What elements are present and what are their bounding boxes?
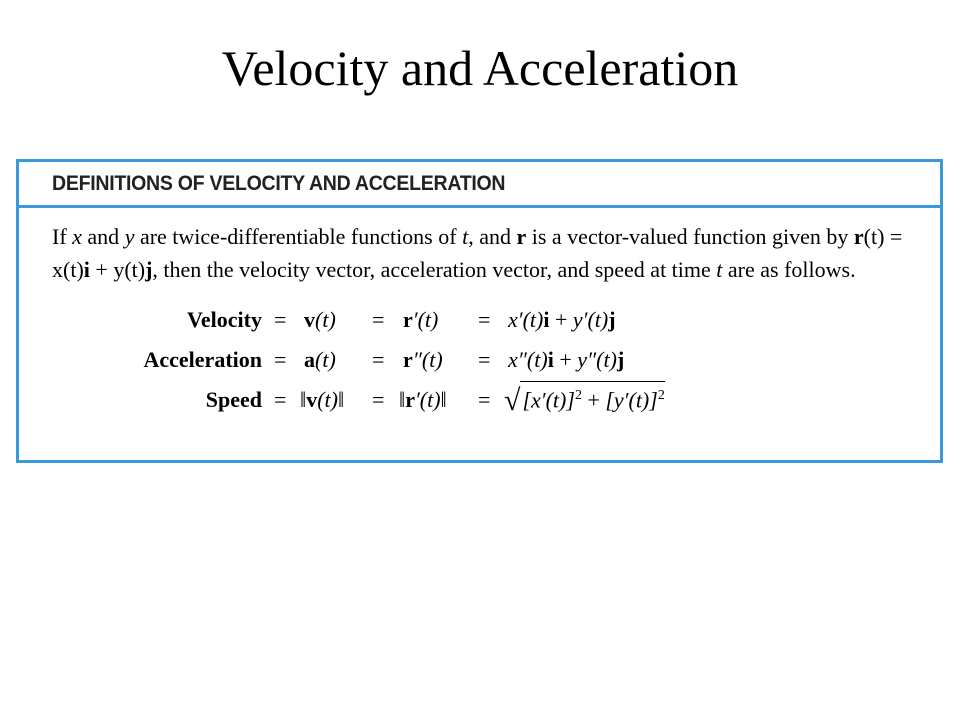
equals-sign: = bbox=[478, 307, 491, 332]
equals-sign: = bbox=[372, 307, 385, 332]
intro-var-t: t bbox=[462, 224, 469, 249]
equation-row-speed bbox=[52, 380, 902, 420]
intro-text: , and bbox=[468, 224, 517, 249]
equals-sign: = bbox=[478, 347, 491, 372]
equals-sign: = bbox=[372, 387, 385, 412]
intro-text: = bbox=[884, 224, 903, 249]
acceleration-lhs: a(t) bbox=[304, 347, 336, 372]
intro-text: are twice-differentiable functions of bbox=[134, 224, 463, 249]
intro-var-x: x bbox=[72, 224, 82, 249]
speed-lhs: ‖v(t)‖ bbox=[300, 387, 345, 412]
velocity-rhs: x′(t)i + y′(t)j bbox=[508, 307, 616, 332]
velocity-mid: r′(t) bbox=[403, 307, 439, 332]
equation-label: Velocity bbox=[187, 307, 262, 332]
intro-var-j: j bbox=[145, 257, 153, 282]
definition-header bbox=[19, 162, 940, 208]
equation-row-acceleration bbox=[52, 340, 902, 380]
intro-text: are as follows. bbox=[722, 257, 856, 282]
equals-sign: = bbox=[274, 387, 287, 412]
equals-sign: = bbox=[274, 347, 287, 372]
intro-var-t: t bbox=[716, 257, 723, 282]
definition-box bbox=[16, 159, 943, 463]
intro-text: y(t) bbox=[113, 257, 146, 282]
slide-title: Velocity and Acceleration bbox=[221, 40, 739, 96]
intro-text: (t) bbox=[863, 224, 885, 249]
equals-sign: = bbox=[372, 347, 385, 372]
definition-intro bbox=[52, 220, 916, 286]
radicand: $[x'(t)]^2 + [y'(t)]^2$ bbox=[520, 381, 664, 414]
intro-var-r: r bbox=[516, 224, 527, 249]
equation-block bbox=[52, 300, 916, 430]
intro-var-y: y bbox=[124, 224, 135, 249]
definition-header-text: DEFINITIONS OF VELOCITY AND ACCELERATION bbox=[52, 171, 506, 195]
intro-var-i: i bbox=[83, 257, 90, 282]
intro-text: + bbox=[89, 257, 114, 282]
acceleration-rhs: x″(t)i + y″(t)j bbox=[508, 347, 625, 372]
intro-text: is a vector-valued function given by bbox=[526, 224, 854, 249]
intro-text: and bbox=[81, 224, 125, 249]
speed-rhs bbox=[504, 380, 665, 421]
equation-label: Acceleration bbox=[143, 347, 262, 372]
intro-text: x(t) bbox=[52, 257, 84, 282]
equation-label: Speed bbox=[205, 387, 262, 412]
intro-var-r: r bbox=[853, 224, 864, 249]
intro-text: If bbox=[52, 224, 73, 249]
sqrt-icon: √ bbox=[504, 384, 521, 417]
equation-row-velocity bbox=[52, 300, 902, 340]
definition-body bbox=[19, 208, 940, 430]
equals-sign: = bbox=[274, 307, 287, 332]
speed-mid: ‖r′(t)‖ bbox=[399, 387, 447, 412]
equals-sign: = bbox=[478, 387, 491, 412]
intro-text: , then the velocity vector, acceleration vector, and speed at time bbox=[152, 257, 717, 282]
acceleration-mid: r″(t) bbox=[403, 347, 443, 372]
velocity-lhs: v(t) bbox=[304, 307, 336, 332]
